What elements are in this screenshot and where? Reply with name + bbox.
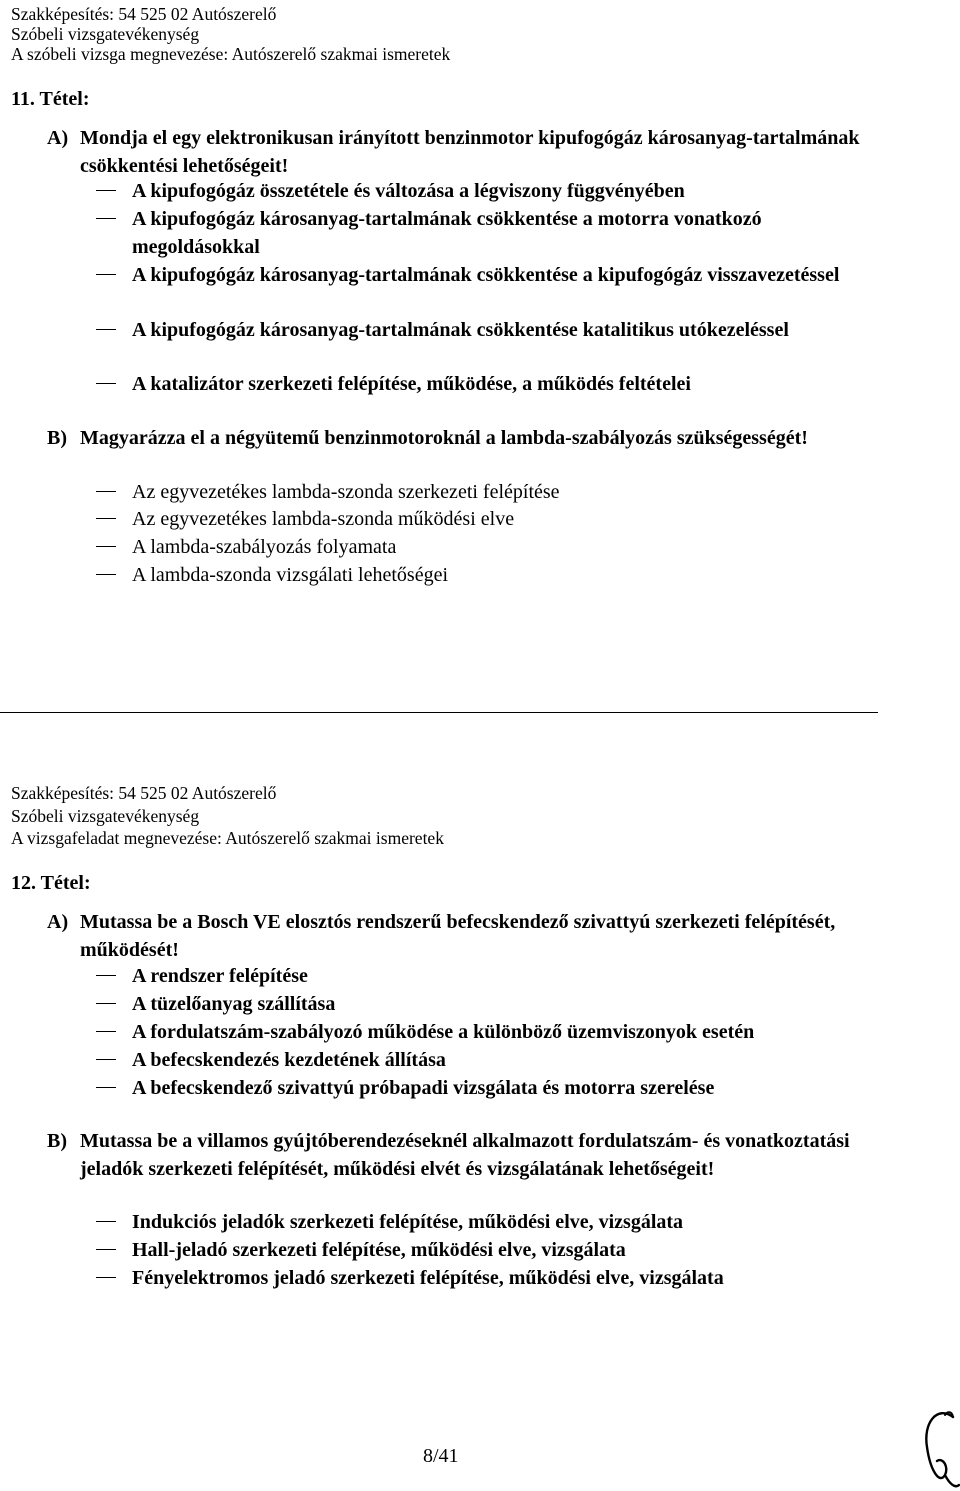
dash-bullet-icon — [96, 1249, 116, 1250]
question-text: Mutassa be a Bosch VE elosztós rendszerű befecskendező szivattyú szerkezeti felépítését, működését! — [80, 911, 836, 961]
question-label: B) — [47, 1130, 67, 1152]
dash-bullet-icon — [96, 218, 116, 219]
dash-bullet-icon — [96, 574, 116, 575]
dash-bullet-icon — [96, 1087, 116, 1088]
question-label: B) — [47, 427, 67, 449]
dash-bullet-icon — [96, 383, 116, 384]
header-exam-name: A vizsgafeladat megnevezése: Autószerelő szakmai ismeretek — [11, 828, 444, 848]
dash-bullet-icon — [96, 1003, 116, 1004]
header-activity: Szóbeli vizsgatevékenység — [11, 806, 200, 826]
question-label: A) — [47, 127, 69, 149]
list-item: A befecskendezés kezdetének állítása — [96, 1046, 876, 1074]
dash-bullet-icon — [96, 518, 116, 519]
dash-bullet-icon — [96, 491, 116, 492]
list-item: A kipufogógáz károsanyag-tartalmának csökkentése a motorra vonatkozó megoldásokkal — [96, 205, 876, 261]
dash-bullet-icon — [96, 1059, 116, 1060]
question-a — [47, 124, 877, 180]
header-activity: Szóbeli vizsgatevékenység — [11, 24, 200, 44]
list-item: Az egyvezetékes lambda-szonda szerkezeti felépítése — [96, 478, 876, 506]
item-title: 11. Tétel: — [11, 88, 90, 110]
header-qualification: Szakképesítés: 54 525 02 Autószerelő — [11, 783, 277, 803]
dash-bullet-icon — [96, 1031, 116, 1032]
list-item: A kipufogógáz összetétele és változása a légviszony függvényében — [96, 177, 876, 205]
list-item: A fordulatszám-szabályozó működése a különböző üzemviszonyok esetén — [96, 1018, 876, 1046]
list-item: Hall-jeladó szerkezeti felépítése, működési elve, vizsgálata — [96, 1236, 876, 1264]
dash-bullet-icon — [96, 546, 116, 547]
dash-bullet-icon — [96, 274, 116, 275]
list-item: A tüzelőanyag szállítása — [96, 990, 876, 1018]
question-text: Magyarázza el a négyütemű benzinmotoroknál a lambda-szabályozás szükségességét! — [80, 427, 808, 449]
list-item: Fényelektromos jeladó szerkezeti felépítése, működési elve, vizsgálata — [96, 1264, 876, 1292]
dash-bullet-icon — [96, 1277, 116, 1278]
dash-bullet-icon — [96, 190, 116, 191]
question-text: Mondja el egy elektronikusan irányított benzinmotor kipufogógáz károsanyag-tartalmának csökkentési lehetőségeit! — [80, 127, 860, 177]
list-item: A rendszer felépítése — [96, 962, 876, 990]
question-text: Mutassa be a villamos gyújtóberendezéseknél alkalmazott fordulatszám- és vonatkoztatási jeladók szerkezeti felépítését, működési elvét és vizsgálatának lehetőségeit! — [80, 1130, 850, 1180]
question-a — [47, 908, 877, 964]
list-item: A lambda-szonda vizsgálati lehetőségei — [96, 561, 876, 589]
dash-bullet-icon — [96, 329, 116, 330]
list-item: Az egyvezetékes lambda-szonda működési elve — [96, 505, 876, 533]
list-item: A befecskendező szivattyú próbapadi vizsgálata és motorra szerelése — [96, 1074, 876, 1102]
list-item: Indukciós jeladók szerkezeti felépítése, működési elve, vizsgálata — [96, 1208, 876, 1236]
page-number: 8/41 — [423, 1445, 459, 1467]
question-b — [47, 1127, 877, 1183]
question-label: A) — [47, 911, 69, 933]
list-item: A kipufogógáz károsanyag-tartalmának csökkentése a kipufogógáz visszavezetéssel — [96, 261, 876, 289]
list-item: A lambda-szabályozás folyamata — [96, 533, 876, 561]
page-separator-line — [0, 712, 878, 713]
signature-logo-icon — [915, 1405, 960, 1491]
list-item: A kipufogógáz károsanyag-tartalmának csökkentése katalitikus utókezeléssel — [96, 316, 876, 344]
dash-bullet-icon — [96, 975, 116, 976]
dash-bullet-icon — [96, 1221, 116, 1222]
item-title: 12. Tétel: — [11, 872, 91, 894]
header-qualification: Szakképesítés: 54 525 02 Autószerelő — [11, 4, 277, 24]
question-b — [47, 424, 877, 452]
list-item: A katalizátor szerkezeti felépítése, működése, a működés feltételei — [96, 370, 876, 398]
header-exam-name: A szóbeli vizsga megnevezése: Autószerelő szakmai ismeretek — [11, 44, 451, 64]
